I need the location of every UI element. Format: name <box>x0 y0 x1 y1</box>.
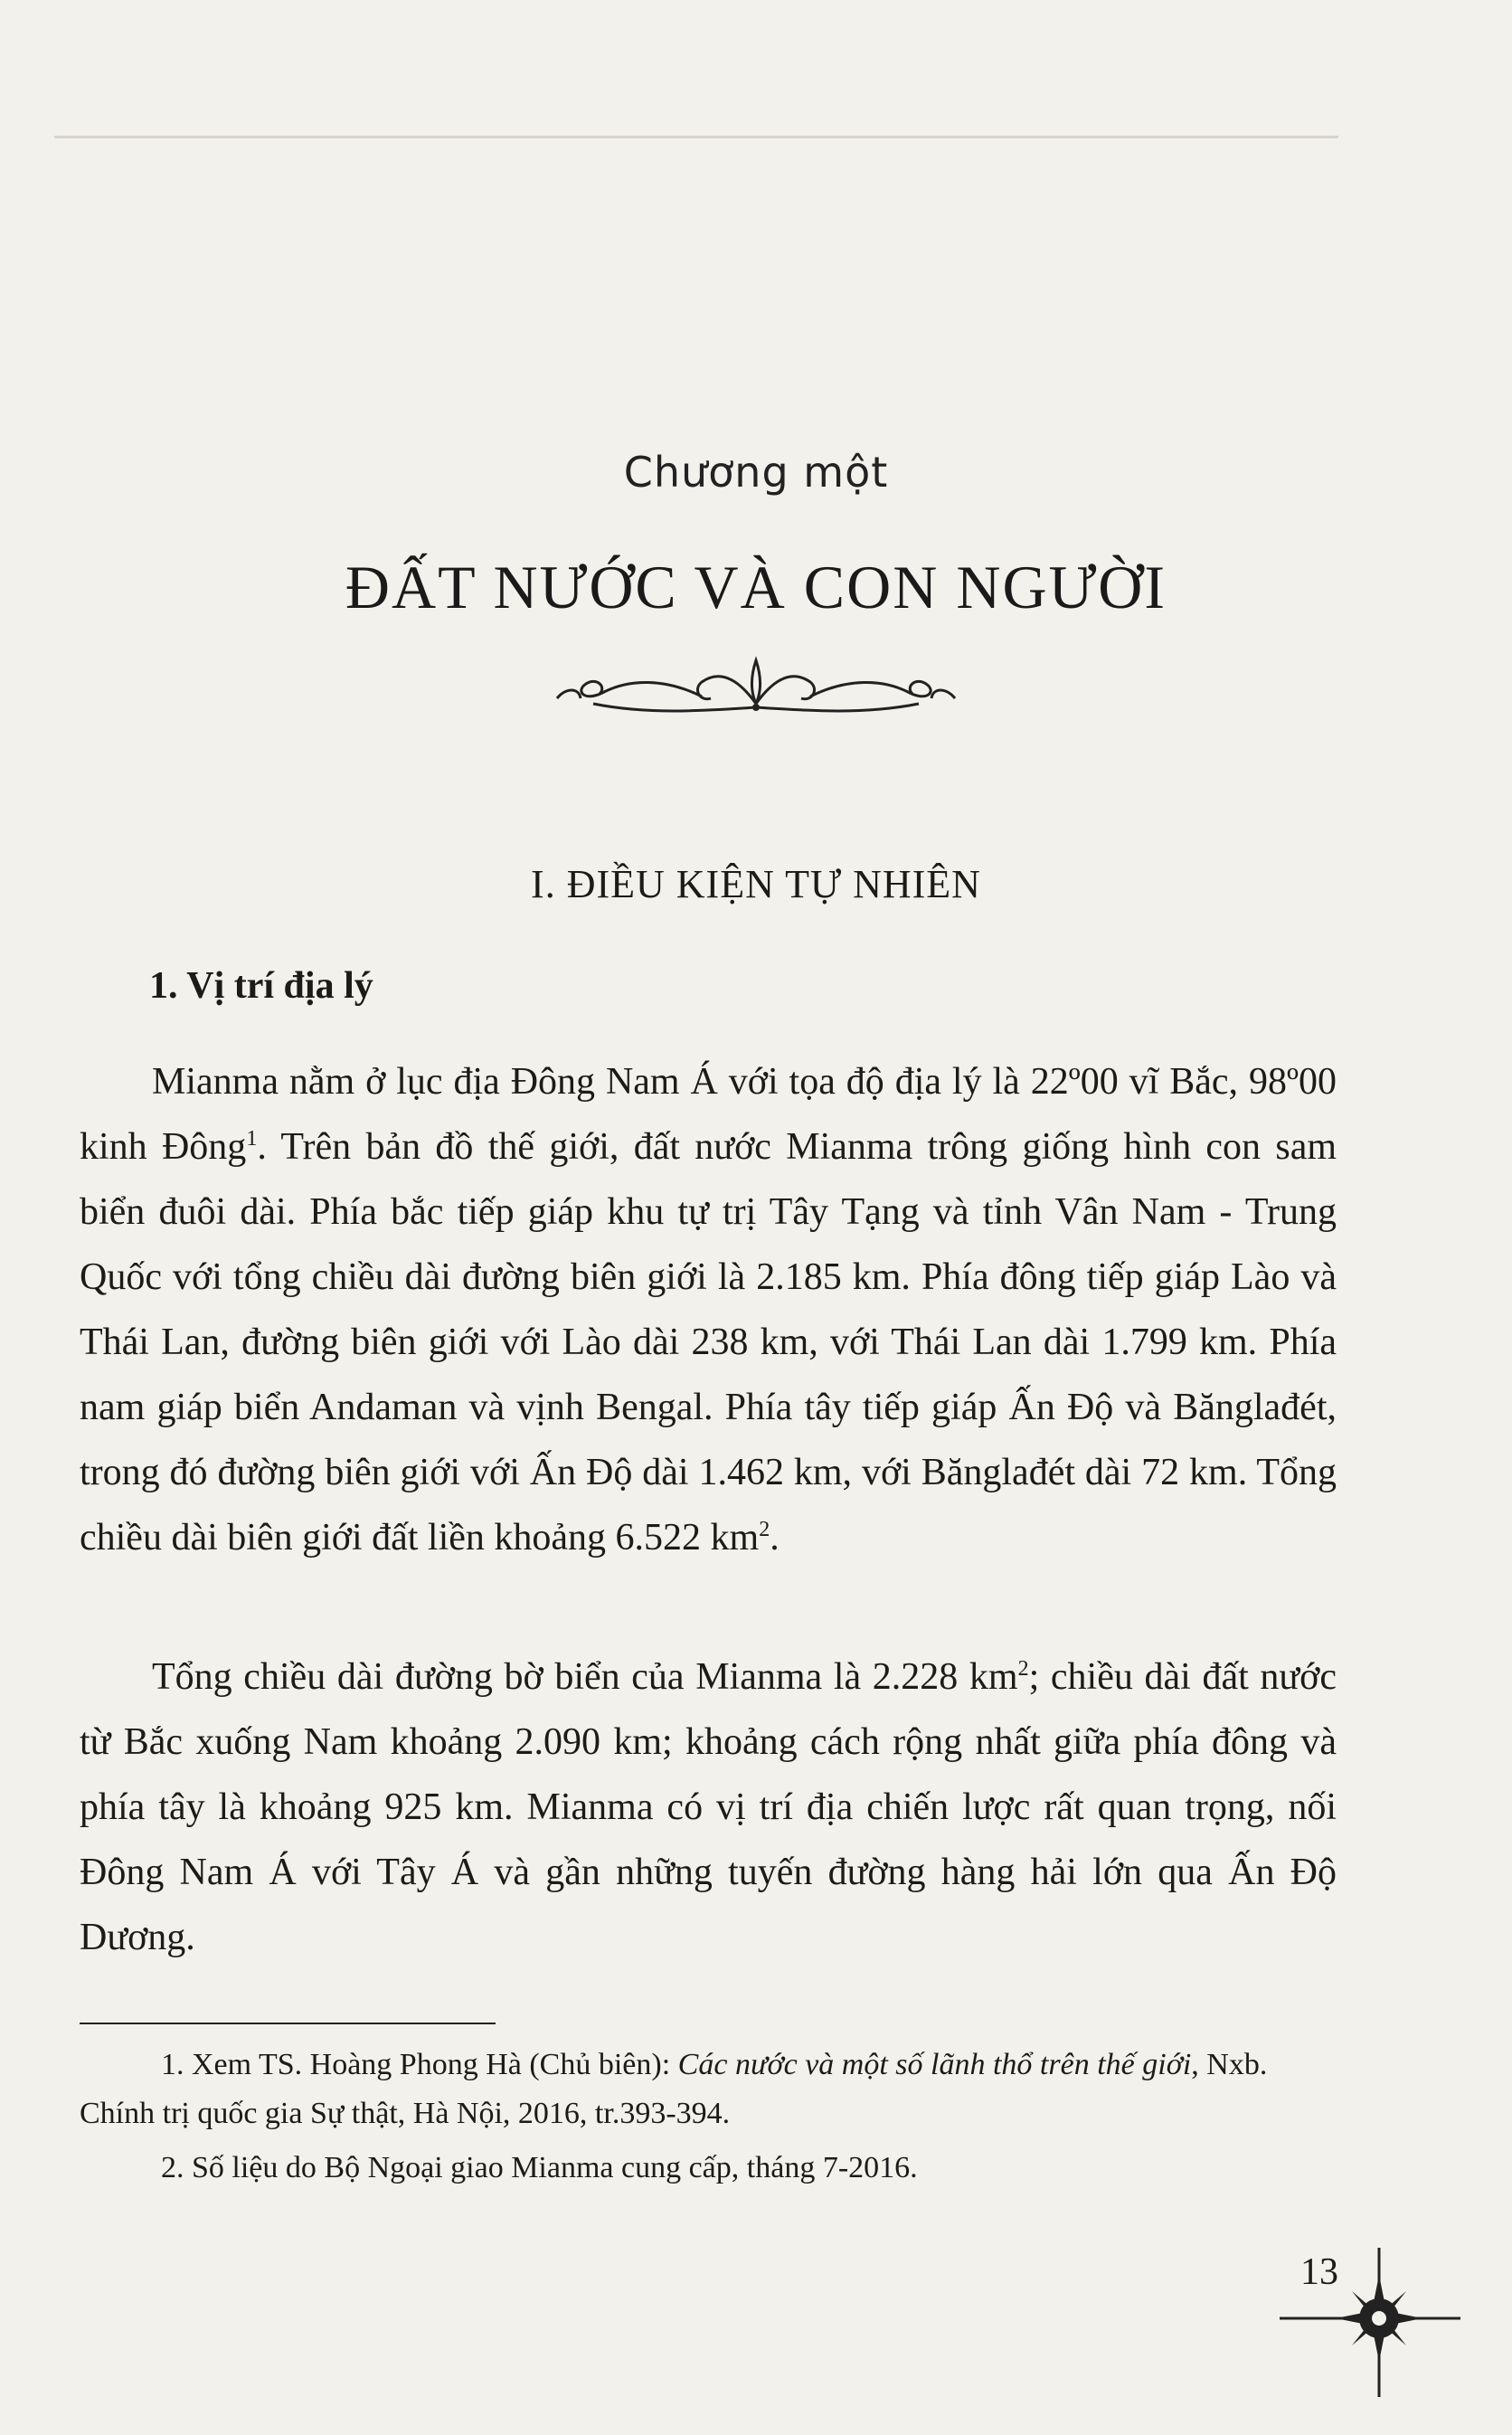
footnote-text: , Nxb. Chính trị quốc gia Sự thật, Hà Nội, 2016, tr.393-394. <box>80 2048 1268 2130</box>
paragraph-location <box>80 1049 1337 1570</box>
footnote-2: 2. Số liệu do Bộ Ngoại giao Mianma cung cấp, tháng 7-2016. <box>161 2151 918 2184</box>
superscript: 2 <box>1017 1657 1029 1681</box>
footnote-ref: 1 <box>246 1127 258 1151</box>
page-number: 13 <box>1300 2251 1338 2293</box>
flourish-ornament-icon <box>539 651 973 724</box>
subsection-heading: 1. Vị trí địa lý <box>149 965 373 1007</box>
chapter-label: Chương một <box>623 448 889 497</box>
paragraph-text: . Trên bản đồ thế giới, đất nước Mianma trông giống hình con sam biển đuôi dài. Phía bắc tiếp giáp khu tự trị Tây Tạng và tỉnh Vân Nam - Trung Quốc với tổng chiều dài đường biên giới là 2.185 km. Phía đông tiếp giáp Lào và Thái Lan, đường biên giới với Lào dài 238 km, với Thái Lan dài 1.799 km. Phía nam giáp biển Andaman và vịnh Bengal. Phía tây tiếp giáp Ấn Độ và Bănglađét, trong đó đường biên giới với Ấn Độ dài 1.462 km, với Bănglađét dài 72 km. Tổng chiều dài biên giới đất liền khoảng 6.522 km <box>80 1126 1337 1559</box>
footnote-1 <box>80 2041 1346 2138</box>
paragraph-text: Mianma nằm ở lục địa Đông Nam Á với tọa độ địa lý là 22º00 vĩ Bắc, 98º00 kinh Đông <box>80 1061 1337 1168</box>
paragraph-text: Tổng chiều dài đường bờ biển của Mianma là 2.228 km <box>152 1656 1018 1698</box>
header-rule <box>54 136 1338 138</box>
chapter-title: ĐẤT NƯỚC VÀ CON NGƯỜI <box>345 553 1167 621</box>
superscript: 2 <box>759 1518 770 1541</box>
section-heading: I. ĐIỀU KIỆN TỰ NHIÊN <box>531 862 981 906</box>
paragraph-text: . <box>770 1517 780 1559</box>
paragraph-text: ; chiều dài đất nước từ Bắc xuống Nam khoảng 2.090 km; khoảng cách rộng nhất giữa phía đông và phía tây là khoảng 925 km. Mianma có vị trí địa chiến lược rất quan trọng, nối Đông Nam Á với Tây Á và gần những tuyến đường hàng hải lớn qua Ấn Độ Dương. <box>80 1656 1337 1958</box>
footnote-text: 1. Xem TS. Hoàng Phong Hà (Chủ biên): <box>161 2048 678 2081</box>
paragraph-coastline <box>80 1644 1337 1970</box>
corner-star-ornament-icon <box>1280 2230 1460 2402</box>
footnote-book-title: Các nước và một số lãnh thổ trên thế giới <box>677 2048 1192 2081</box>
footnote-divider <box>80 2023 496 2024</box>
